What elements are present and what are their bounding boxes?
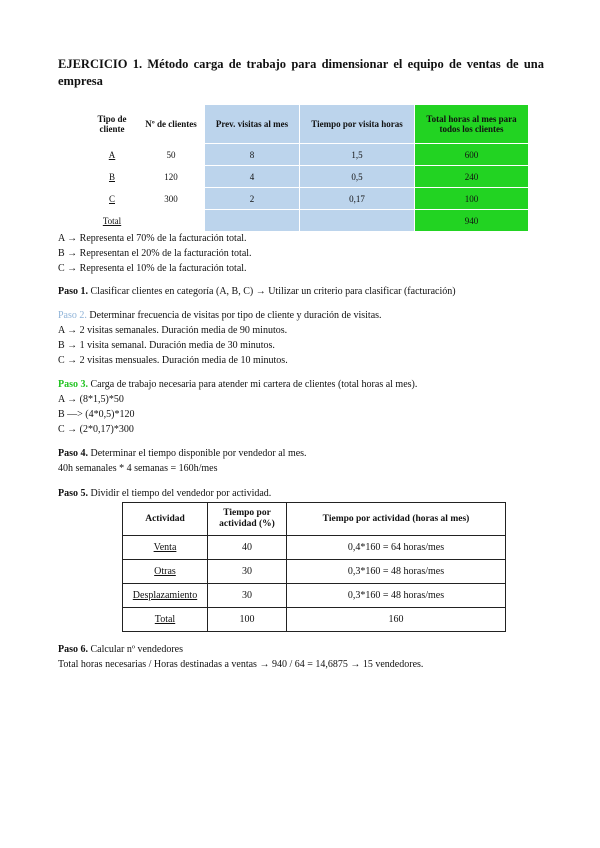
cell-hours: 0,4*160 = 64 horas/mes	[287, 536, 506, 560]
header-percent: Tiempo por actividad (%)	[208, 503, 287, 536]
step-1	[58, 284, 456, 299]
table-row	[86, 188, 529, 210]
header-visits: Prev. visitas al mes	[205, 105, 300, 144]
cell-activity: Desplazamiento	[123, 584, 208, 608]
table-row	[86, 166, 529, 188]
step-label: Paso 6.	[58, 644, 88, 655]
cell-count: 50	[166, 149, 176, 160]
activity-table	[122, 502, 506, 632]
step-text: Clasificar clientes en categoría (A, B, C) → Utilizar un criterio para clasificar (facturación)	[88, 286, 456, 297]
cell-type: C	[108, 193, 115, 204]
table-row	[123, 536, 506, 560]
step-text: Dividir el tiempo del vendedor por actividad.	[88, 488, 272, 499]
step-line: B → 1 visita semanal. Duración media de 30 minutos.	[58, 340, 275, 351]
exercise-title: EJERCICIO 1. Método carga de trabajo para dimensionar el equipo de ventas de una empresa	[58, 57, 544, 88]
step-line: C → (2*0,17)*300	[58, 424, 134, 435]
table-header-row	[86, 105, 529, 144]
step-text: Determinar el tiempo disponible por vendedor al mes.	[88, 448, 307, 459]
cell-total: 600	[415, 144, 529, 166]
cell-activity: Total	[123, 608, 208, 632]
cell-time: 1,5	[300, 144, 415, 166]
workload-table	[86, 104, 529, 232]
cell-total: 100	[415, 188, 529, 210]
cell-type: B	[108, 171, 115, 182]
step-line: A → 2 visitas semanales. Duración media de 90 minutos.	[58, 325, 288, 336]
step-text: Carga de trabajo necesaria para atender mi cartera de clientes (total horas al mes).	[88, 379, 418, 390]
cell-time: 0,5	[300, 166, 415, 188]
step-5	[58, 486, 271, 501]
step-line: B —> (4*0,5)*120	[58, 409, 135, 420]
step-3	[58, 377, 417, 437]
cell-hours: 0,3*160 = 48 horas/mes	[287, 560, 506, 584]
cell-percent: 40	[208, 536, 287, 560]
table-total-row	[86, 210, 529, 232]
table-row	[86, 144, 529, 166]
step-line: A → (8*1,5)*50	[58, 394, 124, 405]
table-row	[123, 584, 506, 608]
header-time-per-visit: Tiempo por visita horas	[300, 105, 415, 144]
table-row	[123, 560, 506, 584]
step-label: Paso 3.	[58, 379, 88, 390]
header-hours: Tiempo por actividad (horas al mes)	[287, 503, 506, 536]
cell-type: A	[108, 149, 116, 160]
step-line: 40h semanales * 4 semanas = 160h/mes	[58, 463, 218, 474]
note-line: C → Representa el 10% de la facturación total.	[58, 263, 247, 274]
cell-empty	[300, 210, 415, 232]
step-label: Paso 2.	[58, 310, 87, 321]
cell-count: 120	[164, 171, 178, 182]
step-line: C → 2 visitas mensuales. Duración media de 10 minutos.	[58, 355, 288, 366]
step-2	[58, 308, 382, 368]
cell-activity: Otras	[123, 560, 208, 584]
cell-empty	[138, 210, 205, 232]
cell-percent: 30	[208, 584, 287, 608]
header-activity: Actividad	[123, 503, 208, 536]
table-header-row	[123, 503, 506, 536]
header-total-hours: Total horas al mes para todos los clientes	[415, 105, 529, 144]
cell-visits: 8	[205, 144, 300, 166]
cell-time: 0,17	[300, 188, 415, 210]
step-line: Total horas necesarias / Horas destinadas a ventas → 940 / 64 = 14,6875 → 15 vendedores.	[58, 659, 424, 670]
header-client-count: Nº de clientes	[145, 119, 197, 129]
step-label: Paso 4.	[58, 448, 88, 459]
cell-percent: 30	[208, 560, 287, 584]
step-label: Paso 5.	[58, 488, 88, 499]
step-6	[58, 642, 423, 672]
cell-empty	[205, 210, 300, 232]
step-text: Calcular nº vendedores	[88, 644, 184, 655]
header-client-type: Tipo de cliente	[97, 114, 127, 134]
total-value: 940	[415, 210, 529, 232]
cell-visits: 4	[205, 166, 300, 188]
cell-total: 240	[415, 166, 529, 188]
cell-count: 300	[164, 193, 178, 204]
note-line: B → Representan el 20% de la facturación total.	[58, 248, 252, 259]
step-label: Paso 1.	[58, 286, 88, 297]
cell-hours: 160	[287, 608, 506, 632]
total-label: Total	[102, 215, 122, 226]
table-total-row	[123, 608, 506, 632]
note-line: A → Representa el 70% de la facturación total.	[58, 233, 247, 244]
cell-percent: 100	[208, 608, 287, 632]
cell-visits: 2	[205, 188, 300, 210]
step-4	[58, 446, 307, 476]
step-text: Determinar frecuencia de visitas por tipo de cliente y duración de visitas.	[86, 310, 382, 321]
cell-activity: Venta	[123, 536, 208, 560]
cell-hours: 0,3*160 = 48 horas/mes	[287, 584, 506, 608]
billing-notes	[58, 231, 252, 276]
